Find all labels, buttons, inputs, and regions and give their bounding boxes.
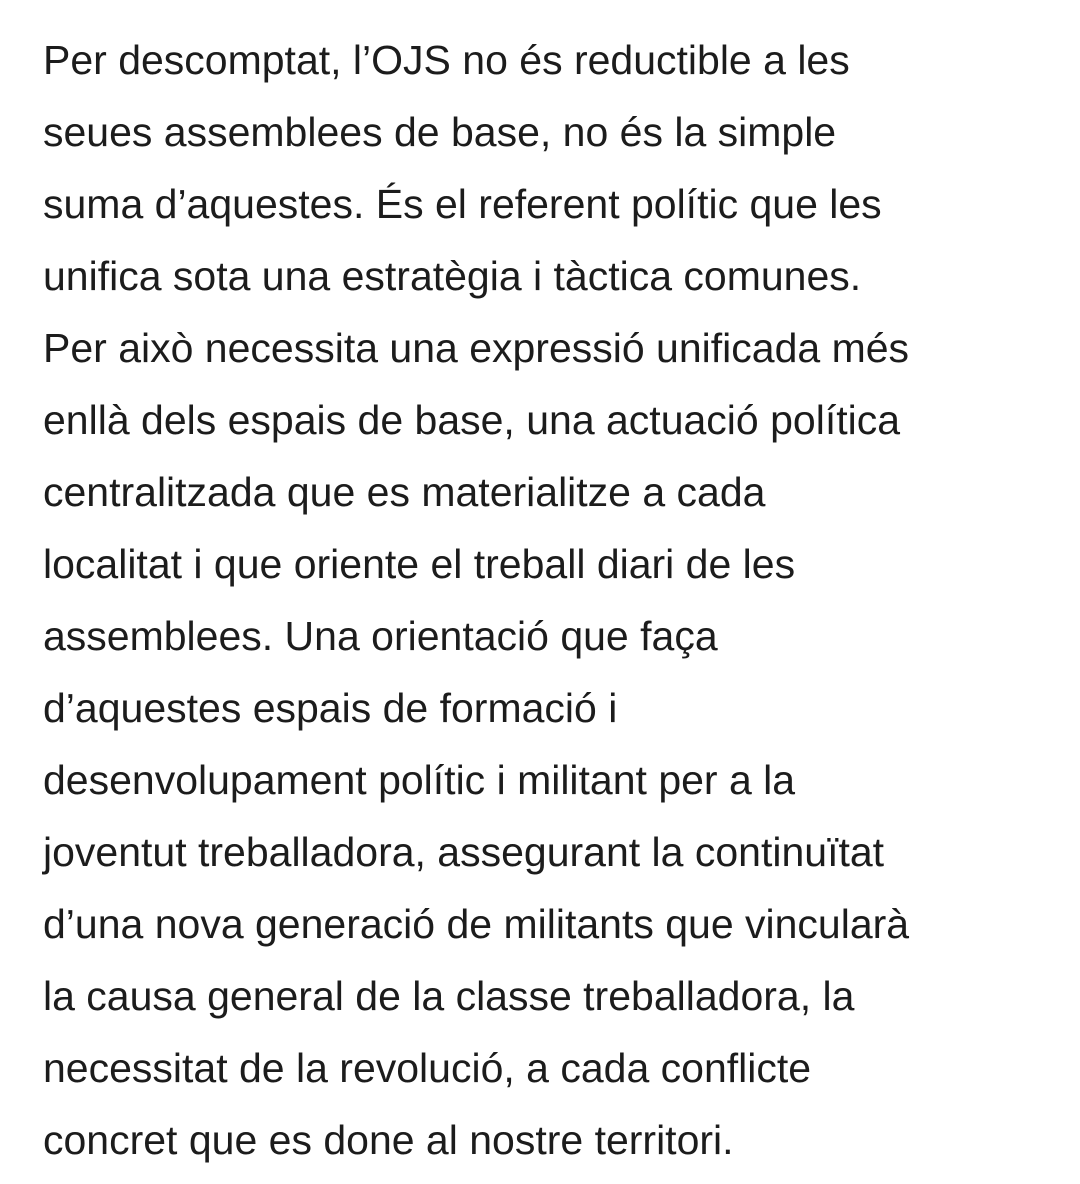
paragraph-line-16: concret que es done al nostre territori. [43, 1117, 734, 1163]
paragraph-line-3: suma d’aquestes. És el referent polític que les [43, 181, 882, 227]
paragraph-line-14: la causa general de la classe treballadora, la [43, 973, 855, 1019]
paragraph-line-5: Per això necessita una expressió unificada més [43, 325, 910, 371]
article-paragraph [43, 24, 1053, 1176]
paragraph-line-9: assemblees. Una orientació que faça [43, 613, 718, 659]
paragraph-line-13: d’una nova generació de militants que vincularà [43, 901, 910, 947]
paragraph-line-10: d’aquestes espais de formació i [43, 685, 618, 731]
paragraph-line-1: Per descomptat, l’OJS no és reductible a les [43, 37, 850, 83]
paragraph-line-15: necessitat de la revolució, a cada conflicte [43, 1045, 812, 1091]
paragraph-line-4: unifica sota una estratègia i tàctica comunes. [43, 253, 862, 299]
paragraph-line-11: desenvolupament polític i militant per a la [43, 757, 796, 803]
paragraph-line-12: joventut treballadora, assegurant la continuïtat [43, 829, 885, 875]
paragraph-line-6: enllà dels espais de base, una actuació política [43, 397, 901, 443]
paragraph-line-7: centralitzada que es materialitze a cada [43, 469, 766, 515]
paragraph-line-8: localitat i que oriente el treball diari de les [43, 541, 796, 587]
paragraph-line-2: seues assemblees de base, no és la simple [43, 109, 837, 155]
